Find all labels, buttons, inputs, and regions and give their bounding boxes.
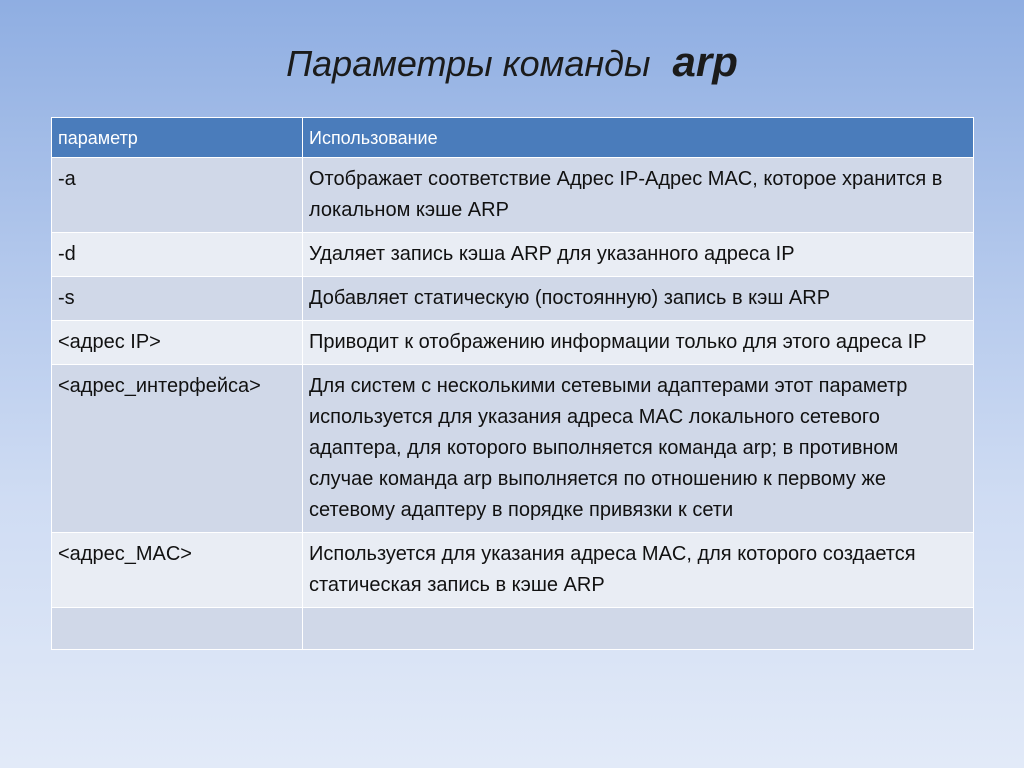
usage-cell: Используется для указания адреса MAC, для которого создается статическая запись в кэше ARP bbox=[303, 533, 974, 608]
param-cell: <адрес IP> bbox=[52, 321, 303, 365]
param-cell: -d bbox=[52, 233, 303, 277]
param-cell bbox=[52, 608, 303, 650]
parameters-table bbox=[51, 117, 974, 650]
table-row bbox=[52, 365, 974, 533]
column-header-parameter: параметр bbox=[52, 118, 303, 158]
param-cell: <адрес_интерфейса> bbox=[52, 365, 303, 533]
table-header-row bbox=[52, 118, 974, 158]
usage-cell: Приводит к отображению информации только для этого адреса IP bbox=[303, 321, 974, 365]
slide-title bbox=[0, 38, 1024, 86]
table-row bbox=[52, 233, 974, 277]
usage-cell: Добавляет статическую (постоянную) запись в кэш ARP bbox=[303, 277, 974, 321]
param-cell: -a bbox=[52, 158, 303, 233]
usage-cell: Удаляет запись кэша ARP для указанного адреса IP bbox=[303, 233, 974, 277]
slide-title-text: Параметры команды bbox=[286, 43, 651, 84]
table-row bbox=[52, 533, 974, 608]
slide-title-command: arp bbox=[672, 38, 738, 85]
column-header-usage: Использование bbox=[303, 118, 974, 158]
usage-cell: Для систем с несколькими сетевыми адаптерами этот параметр используется для указания адреса MAC локального сетевого адаптера, для которого выполняется команда arp; в противном случае команда arp выполняется по отношению к первому же сетевому адаптеру в порядке привязки к сети bbox=[303, 365, 974, 533]
table-row bbox=[52, 321, 974, 365]
usage-cell bbox=[303, 608, 974, 650]
param-cell: <адрес_MAC> bbox=[52, 533, 303, 608]
usage-cell: Отображает соответствие Адрес IP-Адрес MAC, которое хранится в локальном кэше ARP bbox=[303, 158, 974, 233]
table-row-empty bbox=[52, 608, 974, 650]
table-row bbox=[52, 158, 974, 233]
param-cell: -s bbox=[52, 277, 303, 321]
table-row bbox=[52, 277, 974, 321]
